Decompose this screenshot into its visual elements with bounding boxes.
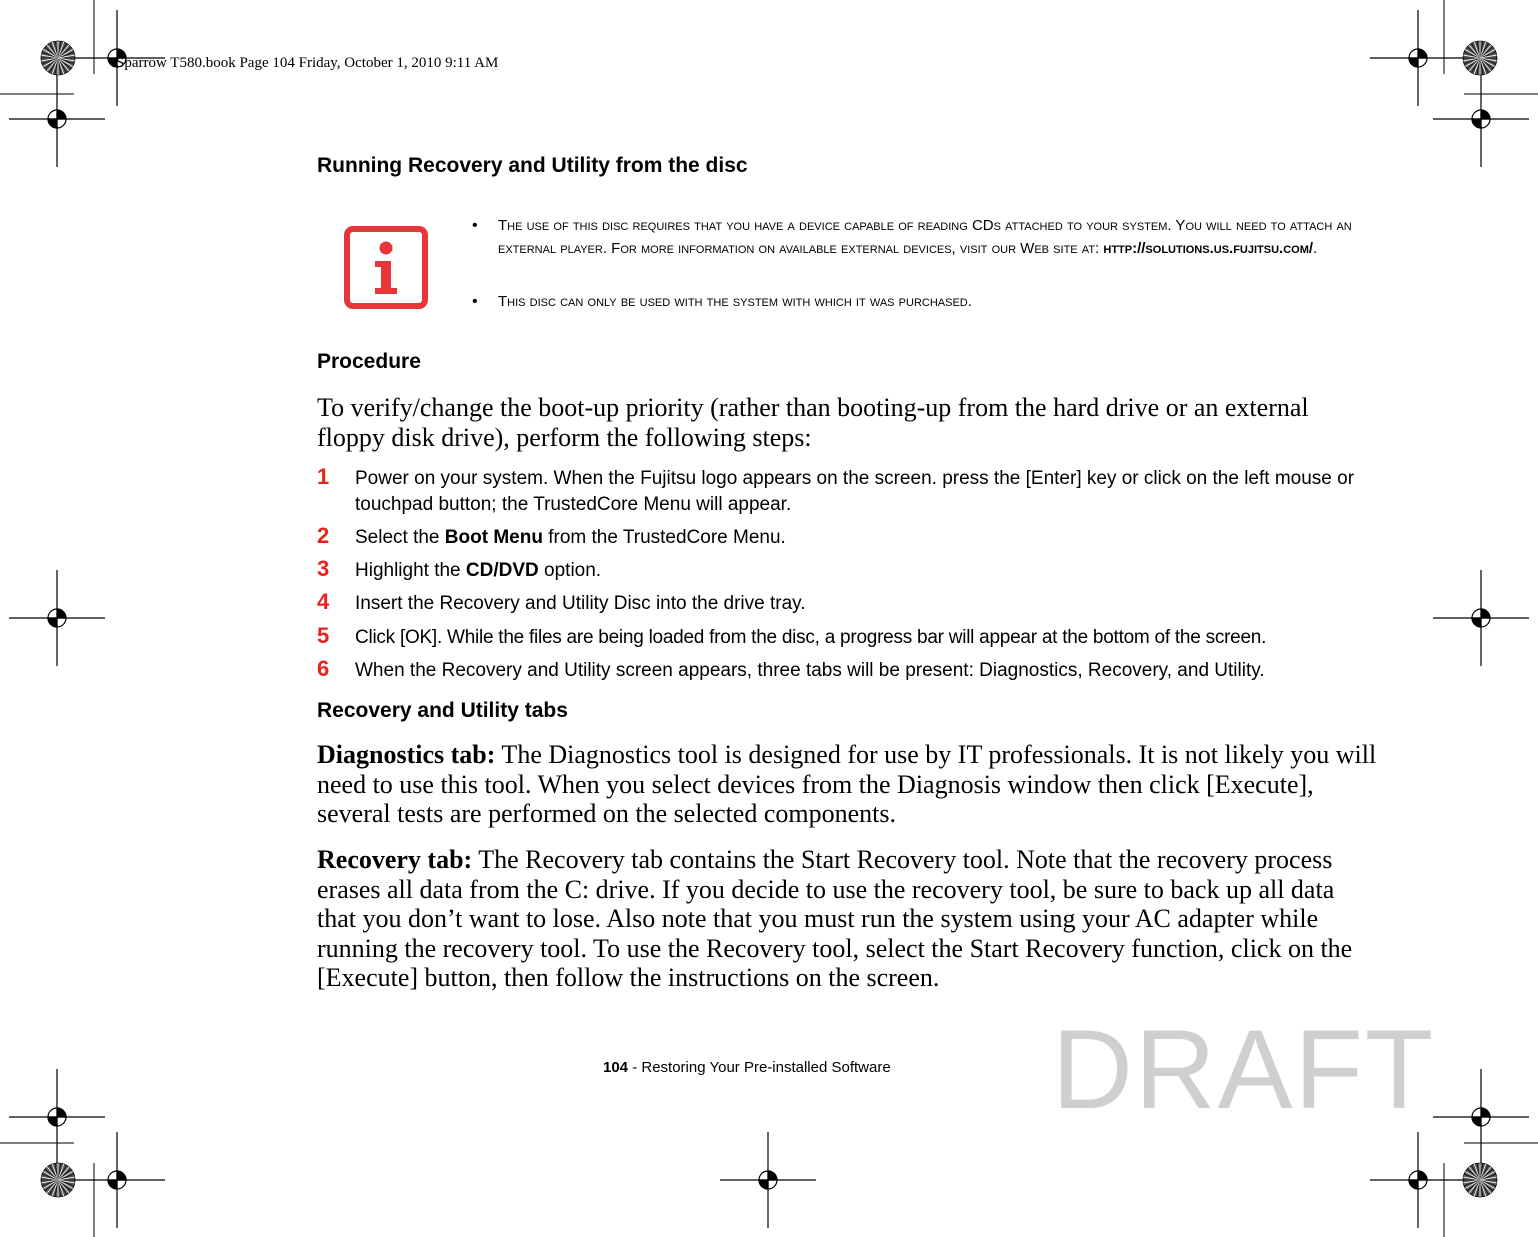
section-heading: Running Recovery and Utility from the disc [317,154,748,177]
note-item [472,290,972,313]
step-text: When the Recovery and Utility screen appears, three tabs will be present: Diagnostics, Recovery, and Utility. [355,660,1265,681]
step-text: Highlight the CD/DVD option. [355,560,602,581]
star-target-mark [41,41,75,75]
step-number: 2 [317,523,330,548]
recovery-paragraph: Recovery tab: The Recovery tab contains the Start Recovery tool. Note that the recovery process erases all data from the C: drive. If you decide to use the recovery tool, be sure to back up all data that you don’t want to lose. Also note that you must run the system using your AC adapter while running the recovery tool. To use the Recovery tool, select the Start Recovery function, click on the [Execute] button, then follow the instructions on the screen. [317,845,1353,992]
support-link[interactable]: http://solutions.us.fujitsu.com/ [1103,240,1314,257]
recovery-label: Recovery tab: [317,845,473,874]
tabs-heading: Recovery and Utility tabs [317,699,568,722]
diagnostics-label: Diagnostics tab: [317,740,496,769]
info-icon [344,226,428,309]
step-text: Power on your system. When the Fujitsu logo appears on the screen. press the [Enter] key or click on the left mouse or touchpad button; the TrustedCore Menu will appear. [355,468,1355,515]
file-info-header: Sparrow T580.book Page 104 Friday, October 1, 2010 9:11 AM [116,55,499,71]
registration-mark [9,1069,105,1165]
registration-mark [1433,570,1529,666]
registration-mark [1370,1132,1466,1228]
procedure-heading: Procedure [317,350,421,373]
registration-mark [720,1132,816,1228]
chapter-title: Restoring Your Pre-installed Software [641,1059,891,1076]
note-item [472,214,1368,260]
star-target-mark [41,1163,75,1197]
registration-mark [9,570,105,666]
bullet: • [472,217,478,234]
step-number: 3 [317,556,330,581]
procedure-intro: To verify/change the boot-up priority (rather than booting-up from the hard drive or an external floppy disk drive), perform the following steps: [317,393,1309,452]
star-target-mark [1463,41,1497,75]
note-text: The use of this disc requires that you have a device capable of reading CDs attached to your system. You will need to attach an external player. For more information on available external devices, visit our Web site at: http://solutions.us.fujitsu.com/. [498,217,1352,257]
registration-mark [1433,71,1529,167]
page-number: 104 [603,1059,629,1076]
registration-mark [9,71,105,167]
bullet: • [472,293,478,310]
draft-watermark: DRAFT [1052,1007,1436,1132]
step-number: 5 [317,623,330,648]
registration-mark [69,1132,165,1228]
registration-mark [1370,10,1466,106]
step-text: Insert the Recovery and Utility Disc into the drive tray. [355,593,806,614]
step-text: Click [OK]. While the files are being loaded from the disc, a progress bar will appear at the bottom of the screen. [355,627,1267,648]
note-text: This disc can only be used with the system with which it was purchased. [498,293,972,310]
step-number: 4 [317,589,330,614]
step-text: Select the Boot Menu from the TrustedCore Menu. [355,527,786,548]
diagnostics-paragraph: Diagnostics tab: The Diagnostics tool is designed for use by IT professionals. It is not likely you will need to use this tool. When you select devices from the Diagnosis window then click [Execute], several tests are performed on the selected components. [317,740,1377,828]
step-number: 6 [317,656,330,681]
star-target-mark [1463,1163,1497,1197]
step-number: 1 [317,464,330,489]
registration-mark [1433,1069,1529,1165]
